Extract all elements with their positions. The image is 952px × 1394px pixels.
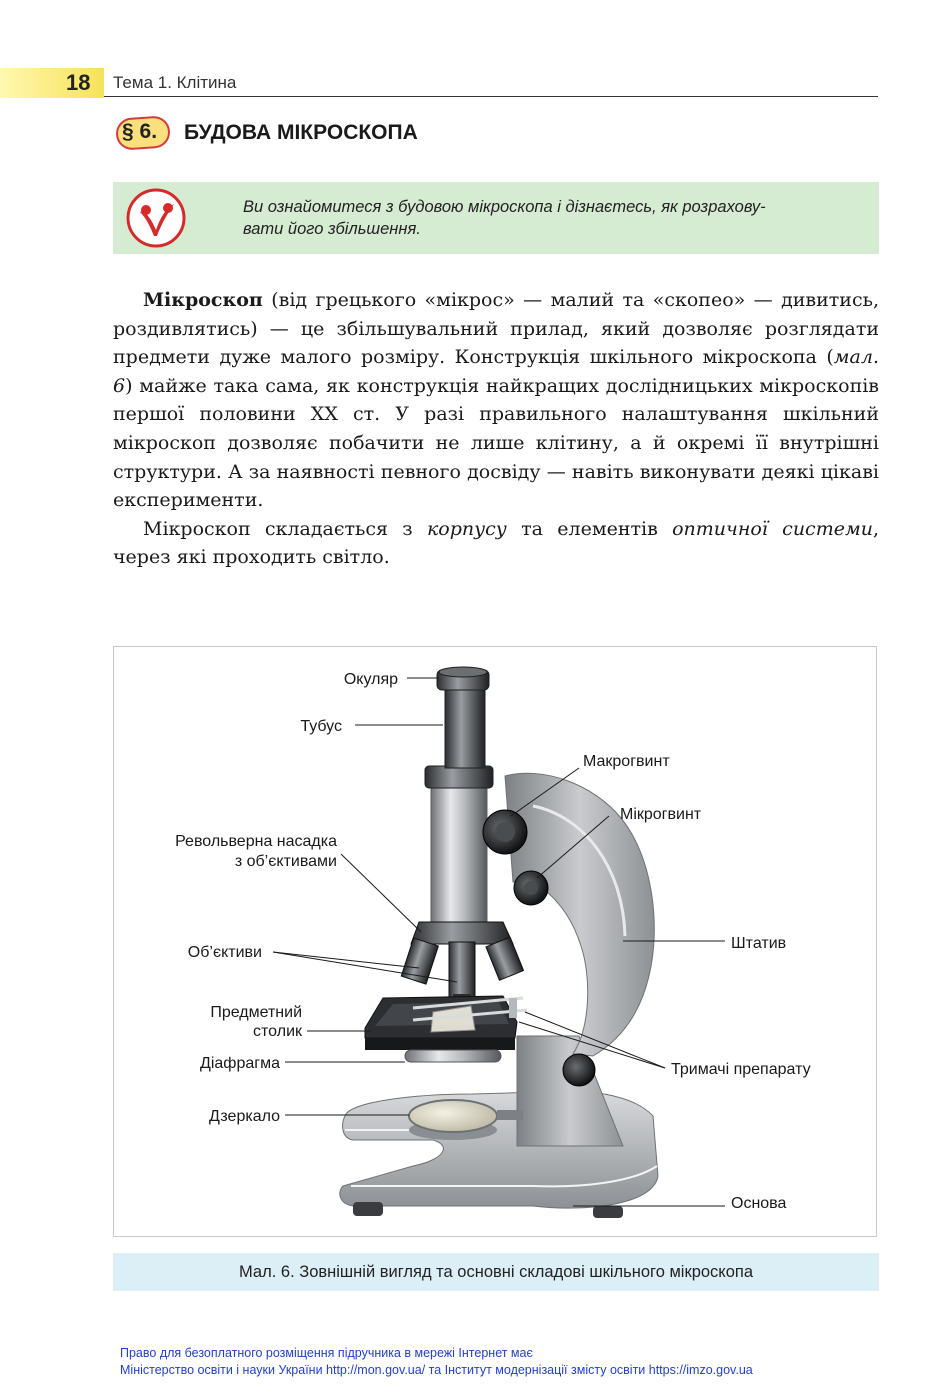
tube bbox=[445, 686, 485, 768]
label-diaphragm: Діафрагма bbox=[200, 1055, 280, 1072]
section-number: § 6. bbox=[122, 120, 158, 143]
term-microscope: Мікроскоп bbox=[143, 289, 263, 311]
label-stage-line-1: Предметний bbox=[210, 1004, 302, 1021]
label-stage-line-2: столик bbox=[253, 1023, 302, 1040]
revolver-nosepiece bbox=[411, 922, 513, 944]
goal-text-line-2: вати його збільшення. bbox=[243, 220, 421, 238]
diaphragm bbox=[405, 1050, 501, 1062]
label-holders: Тримачі препарату bbox=[671, 1061, 811, 1078]
label-micro: Мікрогвинт bbox=[620, 806, 702, 823]
label-eyepiece: Окуляр bbox=[343, 671, 398, 688]
footer-line-1: Право для безоплатного розміщення підручника в мережі Інтернет має bbox=[120, 1346, 533, 1360]
term-optical-system: оптичної системи bbox=[672, 517, 873, 540]
microscope-base bbox=[340, 1091, 658, 1208]
tube-body bbox=[431, 784, 487, 924]
label-stand: Штатив bbox=[731, 935, 787, 952]
checkmark-icon bbox=[126, 188, 186, 248]
figure-caption: Мал. 6. Зовнішній вигляд та основні складові шкільного мікроскопа bbox=[113, 1253, 879, 1291]
paragraph-2-text-b: та елементів bbox=[506, 517, 673, 540]
page-number: 18 bbox=[66, 70, 91, 95]
body-text bbox=[113, 286, 879, 572]
footer-notice bbox=[120, 1345, 753, 1379]
label-macro: Макрогвинт bbox=[583, 753, 670, 770]
figure-ref: мал. 6 bbox=[113, 346, 879, 397]
paragraph-2 bbox=[113, 515, 879, 572]
label-mirror: Дзеркало bbox=[209, 1108, 280, 1125]
footer-line-2[interactable]: Міністерство освіти і науки України http://mon.gov.ua/ та Інститут модернізації змісту освіти https://imzo.gov.ua bbox=[120, 1363, 753, 1377]
section-title: БУДОВА МІКРОСКОПА bbox=[184, 121, 418, 144]
mirror bbox=[409, 1100, 497, 1132]
goal-text bbox=[243, 196, 863, 240]
topic-title: Тема 1. Клітина bbox=[113, 73, 237, 92]
label-revolver-line-2: з об’єктивами bbox=[234, 853, 337, 870]
paragraph-2-text-a: Мікроскоп складається з bbox=[143, 517, 427, 540]
goal-text-line-1: Ви ознайомитеся з будовою мікроскопа і дізнаєтесь, як розрахову- bbox=[243, 198, 766, 216]
pillar bbox=[517, 1036, 623, 1146]
header-rule bbox=[104, 96, 878, 97]
paragraph-1-text-b: ) майже така сама, як конструкція найкращих дослідницьких мікроскопів першої половини XX ст. У разі правильного налаштування шкільний мікроскоп дозволяє побачити не лише клітину, а й окремі її внутрішні структури. А за наявності певного досвіду — навіть виконувати деякі цікаві експерименти. bbox=[113, 374, 879, 512]
label-base: Основа bbox=[731, 1195, 787, 1212]
label-tube: Тубус bbox=[300, 718, 342, 735]
microscope-figure bbox=[113, 646, 877, 1237]
label-revolver-line-1: Револьверна насадка bbox=[175, 833, 337, 850]
paragraph-1 bbox=[113, 286, 879, 515]
term-body: корпусу bbox=[426, 517, 507, 540]
paragraph-2-text-c: , через які проходить світло. bbox=[113, 517, 879, 569]
label-objectives: Об’єктиви bbox=[187, 944, 262, 961]
paragraph-1-text-a: (від грецького «мікрос» — малий та «скопео» — дивитись, роздивлятись) — це збільшувальний прилад, який дозволяє розглядати предмети дуже малого розміру. Конструкція шкільного мікроскопа ( bbox=[113, 289, 879, 369]
